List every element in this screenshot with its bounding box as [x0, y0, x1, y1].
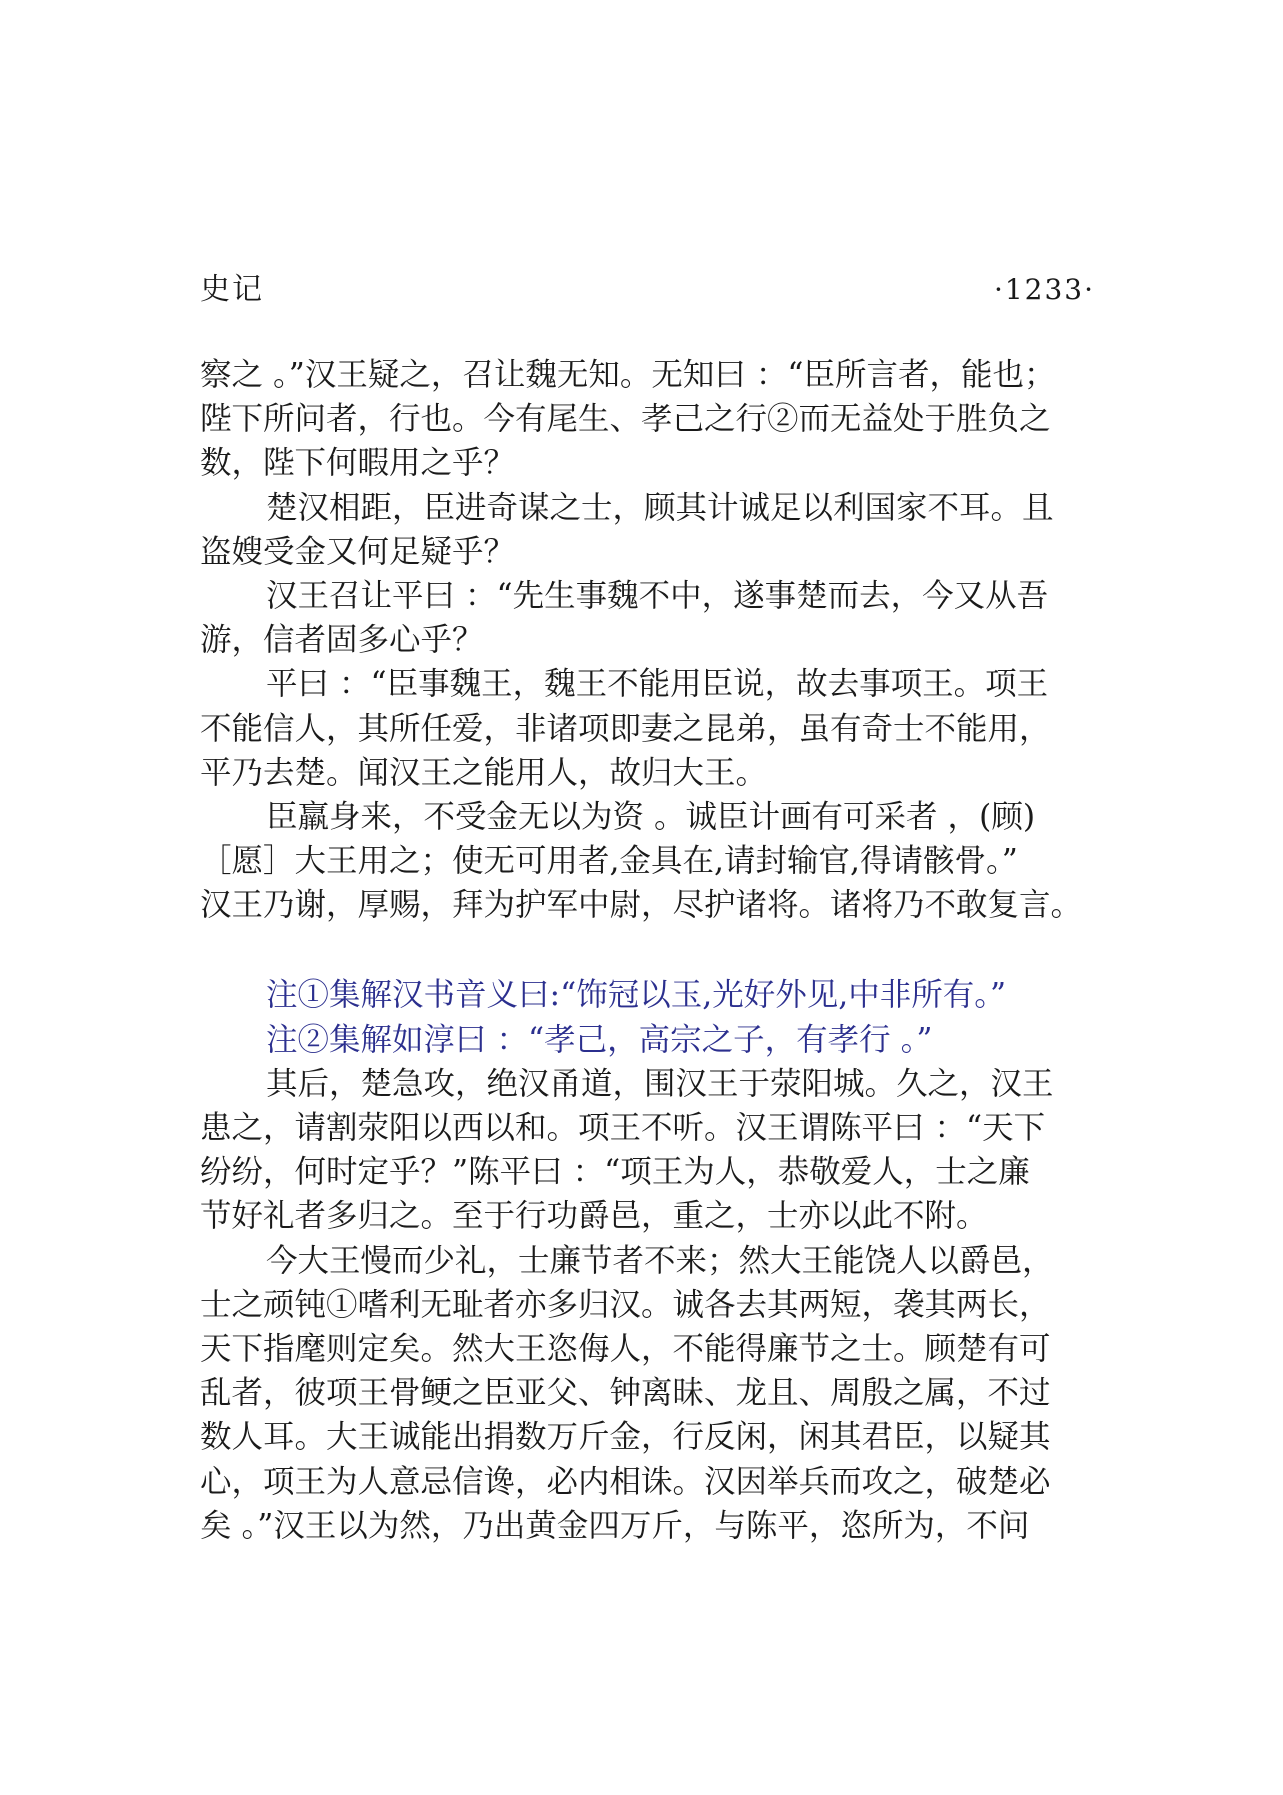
text-line: 患之，请割荥阳以西以和。项王不听。汉王谓陈平曰 ：“天下	[200, 1110, 1046, 1146]
text-line: 其后，楚急攻，绝汉甬道，围汉王于荥阳城。久之，汉王	[266, 1065, 1054, 1102]
text-line: 平曰 ：“臣事魏王，魏王不能用臣说，故去事项王。项王	[266, 666, 1049, 703]
text-line: 陛下所问者，行也。今有尾生、孝己之行②而无益处于胜负之	[200, 401, 1051, 438]
text-line: 乱者，彼项王骨鲠之臣亚父、钟离昧、龙且、周殷之属，不过	[200, 1375, 1051, 1412]
text-line: 天下指麾则定矣。然大王恣侮人，不能得廉节之士。顾楚有可	[200, 1330, 1051, 1367]
book-title: 史记	[200, 272, 264, 307]
text-line: 数，陛下何暇用之乎？	[200, 445, 516, 482]
text-line: 盗嫂受金又何足疑乎？	[200, 533, 516, 570]
text-line: 数人耳。大王诚能出捐数万斤金，行反闲，闲其君臣，以疑其	[200, 1419, 1051, 1456]
text-line: 汉王召让平曰 ：“先生事魏不中，遂事楚而去，今又从吾	[266, 577, 1049, 614]
text-line: 游，信者固多心乎？	[200, 622, 484, 659]
text-line: ［愿］大王用之；使无可用者,金具在,请封输官,得请骸骨。”	[200, 843, 1018, 880]
text-line: 汉王乃谢，厚赐，拜为护军中尉，尽护诸将。诸将乃不敢复言。	[200, 887, 1083, 924]
text-line: 不能信人，其所任爱，非诸项即妻之昆弟，虽有奇士不能用，	[200, 710, 1051, 747]
text-line: 楚汉相距，臣进奇谋之士，顾其计诚足以利国家不耳。且	[266, 489, 1054, 526]
footnote-1: 注①集解汉书音义曰:“饰冠以玉,光好外见,中非所有。”	[266, 977, 1007, 1014]
footnote-2: 注②集解如淳曰 ：“孝己，高宗之子，有孝行 。”	[266, 1021, 933, 1058]
body-text	[200, 353, 1105, 1548]
paragraph-gap	[200, 927, 1105, 973]
text-line: 心，项王为人意忌信谗，必内相诛。汉因举兵而攻之，破楚必	[200, 1463, 1051, 1500]
text-line: 节好礼者多归之。至于行功爵邑，重之，士亦以此不附。	[200, 1198, 988, 1235]
page-number: ·1233·	[993, 273, 1095, 306]
text-line: 察之 。”汉王疑之，召让魏无知。无知曰 ：“臣所言者，能也；	[200, 357, 1056, 393]
text-line: 平乃去楚。闻汉王之能用人，故归大王。	[200, 754, 768, 791]
text-line: 矣 。”汉王以为然，乃出黄金四万斤，与陈平，恣所为，不问	[200, 1507, 1030, 1544]
text-line: 臣羸身来，不受金无以为资 。诚臣计画有可采者 ，(顾)	[266, 798, 1036, 835]
page-header	[200, 268, 1095, 312]
text-line: 士之顽钝①嗜利无耻者亦多归汉。诚各去其两短，袭其两长，	[200, 1286, 1051, 1323]
text-line: 今大王慢而少礼，士廉节者不来；然大王能饶人以爵邑，	[266, 1242, 1054, 1279]
text-line: 纷纷，何时定乎？”陈平曰 ：“项王为人，恭敬爱人，士之廉	[200, 1154, 1030, 1191]
